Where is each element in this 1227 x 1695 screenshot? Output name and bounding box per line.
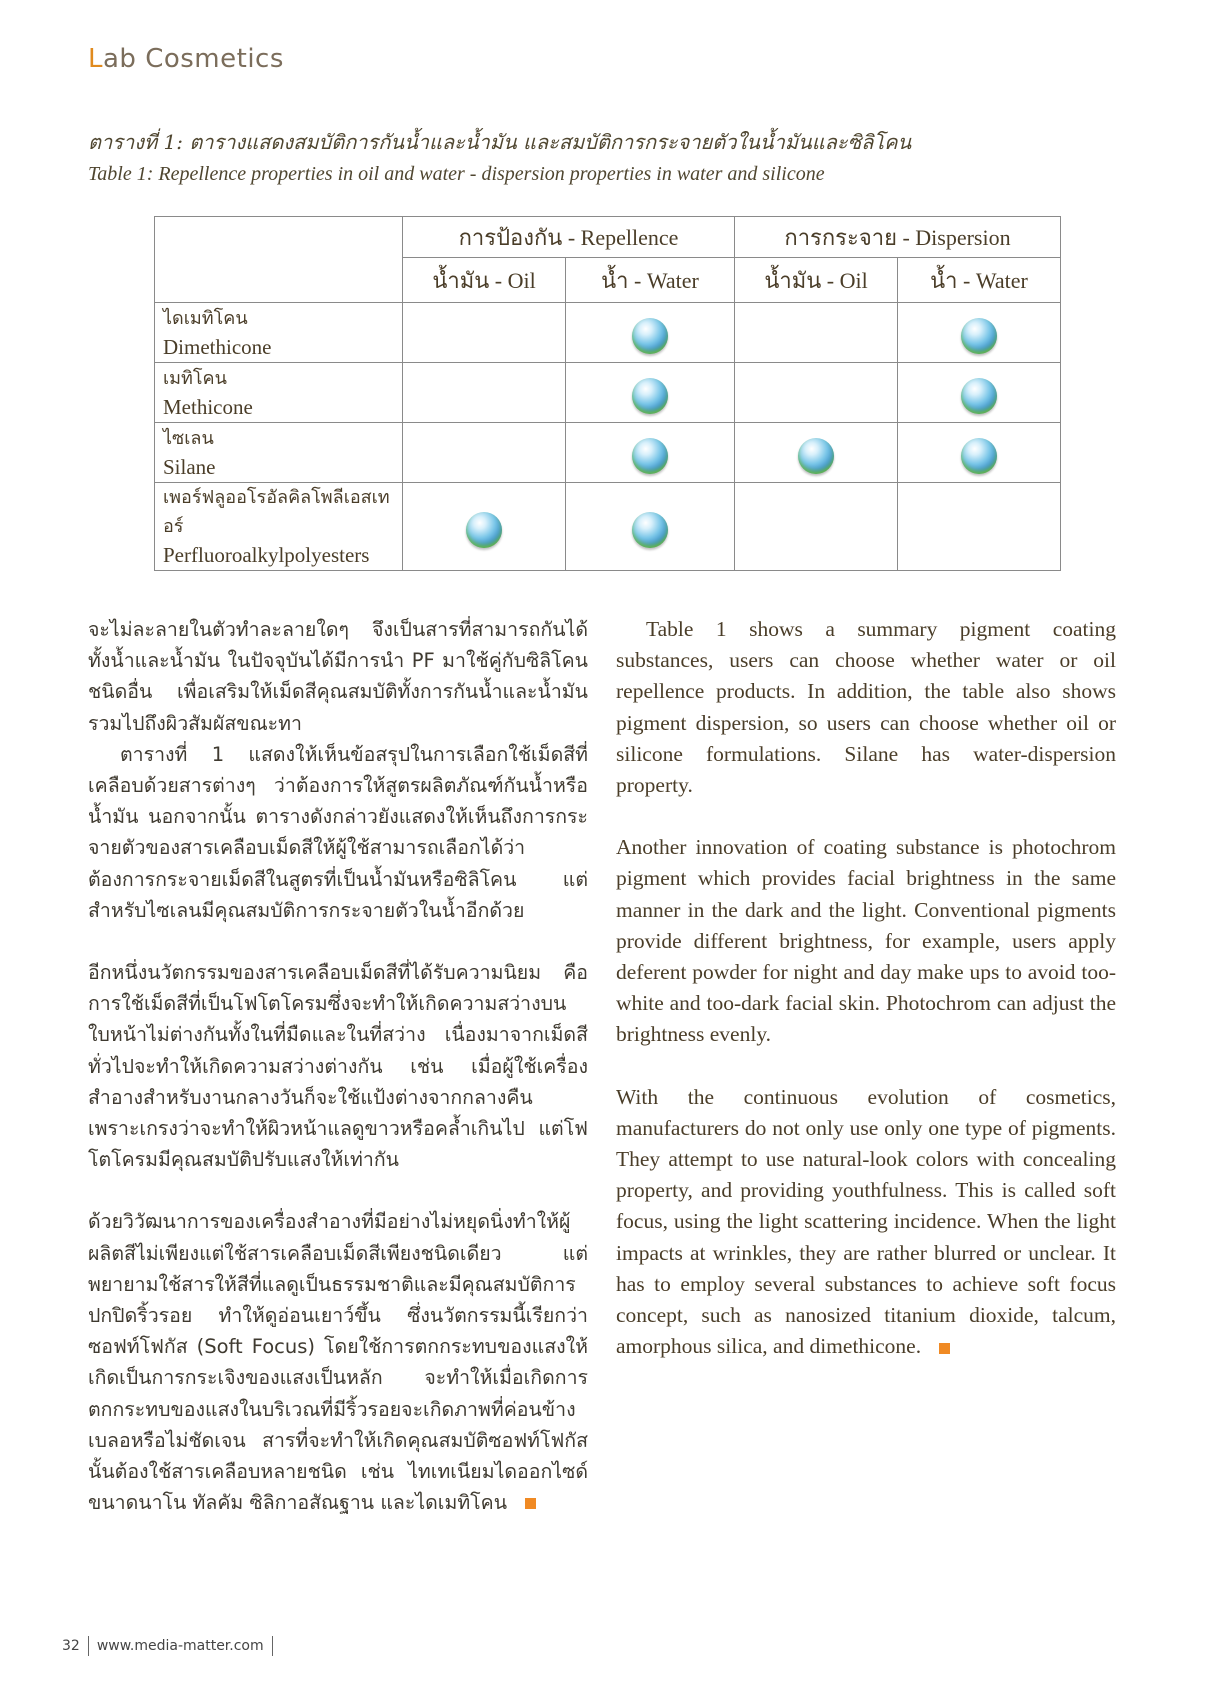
thai-paragraph-text: ด้วยวิวัฒนาการของเครื่องสำอางที่มีอย่างไม่หยุดนิ่งทำให้ผู้ผลิตสีไม่เพียงแต่ใช้สารเคลือบเม็ดสีเพียงชนิดเดียว แต่พยายามใช้สารให้สีที่แลดูเป็นธรรมชาติและมีคุณสมบัติการปกปิดริ้วรอย ทำให้ดูอ่อนเยาว์ขึ้น ซึ่งนวัตกรรมนี้เรียกว่าซอฟท์โฟกัส (Soft Focus) โดยใช้การตกกระทบของแสงให้เกิดเป็นการกระเจิงของแสงเป็นหลัก จะทำให้เมื่อเกิดการตกกระทบของแสงในบริเวณที่มีริ้วรอยจะเกิดภาพที่ค่อนข้างเบลอหรือไม่ชัดเจน สารที่จะทำให้เกิดคุณสมบัติซอฟท์โฟกัสนั้นต้องใช้สารเคลือบหลายชนิด เช่น ไทเทเนียมไดออกไซด์ขนาดนาโน ทัลคัม ซิลิกาอสัณฐาน และไดเมทิโคน (88, 1210, 588, 1515)
table-row (155, 363, 1061, 423)
header-repellence-oil: น้ำมัน - Oil (403, 258, 566, 303)
row-substance-name (155, 363, 403, 423)
properties-table (154, 216, 1061, 571)
table-caption (88, 126, 1148, 190)
thai-paragraph: อีกหนึ่งนวัตกรรมของสารเคลือบเม็ดสีที่ได้รับความนิยม คือ การใช้เม็ดสีที่เป็นโฟโตโครมซึ่งจะทำให้เกิดความสว่างบนใบหน้าไม่ต่างกันทั้งในที่มืดและในที่สว่าง เนื่องมาจากเม็ดสีทั่วไปจะทำให้เกิดความสว่างต่างกัน เช่น เมื่อผู้ใช้เครื่องสำอางสำหรับงานกลางวันก็จะใช้แป้งต่างจากกลางคืน เพราะเกรงว่าจะทำให้ผิวหน้าแลดูขาวหรือคล้ำเกินไป แต่โฟโตโครมมีคุณสมบัติปรับแสงให้เท่ากัน (88, 961, 588, 1172)
table-cell (898, 363, 1061, 423)
substance-thai: ไดเมทิโคน (163, 307, 248, 329)
sphere-icon (632, 438, 668, 474)
sphere-icon (961, 318, 997, 354)
thai-paragraph (88, 1206, 588, 1518)
substance-english: Perfluoroalkylpolyesters (163, 543, 370, 567)
header-dispersion-oil: น้ำมัน - Oil (735, 258, 898, 303)
footer-divider (272, 1636, 273, 1656)
table-cell (566, 423, 735, 483)
substance-thai: เพอร์ฟลูออโรอัลคิลโพลีเอสเทอร์ (163, 487, 390, 537)
end-mark-icon (525, 1498, 536, 1509)
table-cell (898, 303, 1061, 363)
table-cell (898, 483, 1061, 571)
table-cell (403, 303, 566, 363)
table-row (155, 483, 1061, 571)
running-head (88, 44, 284, 74)
row-substance-name (155, 483, 403, 571)
table-cell (566, 303, 735, 363)
thai-column (88, 614, 588, 1518)
brand-rest: ab Cosmetics (103, 44, 284, 74)
substance-thai: เมทิโคน (163, 367, 227, 389)
footer-divider (88, 1636, 89, 1656)
table-cell (735, 363, 898, 423)
table-cell (735, 303, 898, 363)
table-cell (403, 423, 566, 483)
table-cell (566, 483, 735, 571)
end-mark-icon (939, 1343, 950, 1354)
thai-paragraph: ตารางที่ 1 แสดงให้เห็นข้อสรุปในการเลือกใช้เม็ดสีที่เคลือบด้วยสารต่างๆ ว่าต้องการให้สูตรผลิตภัณฑ์กันน้ำหรือน้ำมัน นอกจากนั้น ตารางดังกล่าวยังแสดงให้เห็นถึงการกระจายตัวของสารเคลือบเม็ดสีให้ผู้ใช้สามารถเลือกได้ว่าต้องการกระจายเม็ดสีในสูตรที่เป็นน้ำมันหรือซิลิโคน แต่สำหรับไซเลนมีคุณสมบัติการกระจายตัวในน้ำอีกด้วย (88, 742, 588, 922)
table-cell (735, 423, 898, 483)
thai-paragraph: จะไม่ละลายในตัวทำละลายใดๆ จึงเป็นสารที่สามารถกันได้ทั้งน้ำและน้ำมัน ในปัจจุบันได้มีการนำ PF มาใช้คู่กับซิลิโคนชนิดอื่น เพื่อเสริมให้เม็ดสีคุณสมบัติทั้งการกันน้ำและน้ำมันรวมไปถึงผิวสัมผัสขณะทา (88, 618, 588, 735)
sphere-icon (961, 378, 997, 414)
website-link[interactable]: www.media-matter.com (96, 1638, 264, 1654)
table-row (155, 303, 1061, 363)
table-cell (403, 483, 566, 571)
substance-english: Silane (163, 454, 216, 479)
table-cell (403, 363, 566, 423)
english-column (616, 614, 1116, 1362)
caption-english: Table 1: Repellence properties in oil and water - dispersion properties in water and silicone (88, 163, 825, 185)
substance-english: Dimethicone (163, 334, 272, 359)
sphere-icon (961, 438, 997, 474)
caption-thai: ตารางที่ 1: ตารางแสดงสมบัติการกันน้ำและน้ำมัน และสมบัติการกระจายตัวในน้ำมันและซิลิโคน (88, 130, 912, 154)
header-repellence: การป้องกัน - Repellence (403, 217, 735, 258)
table-header-row-groups (155, 217, 1061, 258)
sphere-icon (798, 438, 834, 474)
table-cell (566, 363, 735, 423)
table-corner-cell (155, 217, 403, 303)
row-substance-name (155, 303, 403, 363)
brand-first-letter: L (88, 44, 103, 74)
english-paragraph (616, 1082, 1116, 1363)
sphere-icon (632, 318, 668, 354)
table-row (155, 423, 1061, 483)
header-dispersion-water: น้ำ - Water (898, 258, 1061, 303)
header-repellence-water: น้ำ - Water (566, 258, 735, 303)
row-substance-name (155, 423, 403, 483)
sphere-icon (632, 512, 668, 548)
substance-thai: ไซเลน (163, 427, 214, 449)
english-paragraph: Another innovation of coating substance is photochrom pigment which provides facial brightness in the same manner in the dark and the light. Conventional pigments provide different brightness, for example, users apply deferent powder for night and day make ups to avoid too-white and too-dark facial skin. Photochrom can adjust the brightness evenly. (616, 835, 1116, 1047)
english-paragraph: Table 1 shows a summary pigment coating substances, users can choose whether water or oil repellence products. In addition, the table also shows pigment dispersion, so users can choose whether oil or silicone formulations. Silane has water-dispersion property. (616, 617, 1116, 798)
table-body (155, 303, 1061, 571)
page-footer (62, 1636, 281, 1656)
sphere-icon (632, 378, 668, 414)
english-paragraph-text: With the continuous evolution of cosmetics, manufacturers do not only use only one type of pigments. They attempt to use natural-look colors with concealing property, and providing youthfulness. This is called soft focus, using the light scattering incidence. When the light impacts at wrinkles, they are rather blurred or unclear. It has to employ several substances to achieve soft focus concept, such as nanosized titanium dioxide, talcum, amorphous silica, and dimethicone. (616, 1084, 1116, 1359)
table-cell (735, 483, 898, 571)
sphere-icon (466, 512, 502, 548)
page-number: 32 (62, 1638, 80, 1654)
header-dispersion: การกระจาย - Dispersion (735, 217, 1061, 258)
table-cell (898, 423, 1061, 483)
substance-english: Methicone (163, 394, 253, 419)
